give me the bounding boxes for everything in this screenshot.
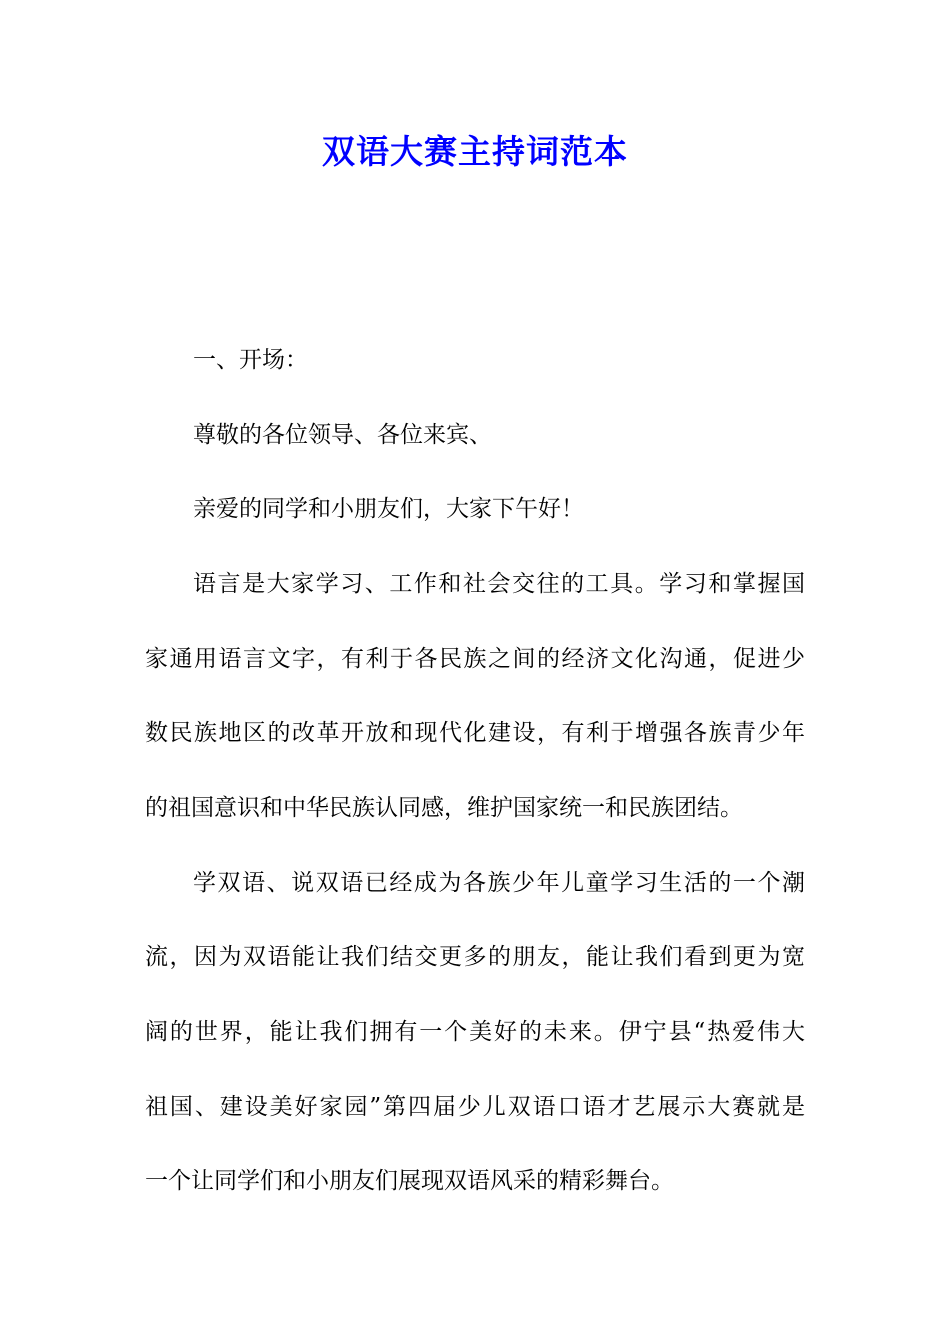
document-title: 双语大赛主持词范本 <box>322 132 628 171</box>
greeting-line-1: 尊敬的各位领导、各位来宾、 <box>193 422 492 448</box>
paragraph-2-line-2: 流，因为双语能让我们结交更多的朋友，能让我们看到更为宽 <box>145 944 805 970</box>
paragraph-1-line-1: 语言是大家学习、工作和社会交往的工具。学习和掌握国 <box>193 571 805 597</box>
paragraph-1-line-4: 的祖国意识和中华民族认同感，维护国家统一和民族团结。 <box>145 795 743 821</box>
paragraph-1-line-3: 数民族地区的改革开放和现代化建设，有利于增强各族青少年 <box>145 720 805 746</box>
paragraph-2-line-3: 阔的世界，能让我们拥有一个美好的未来。伊宁县“热爱伟大 <box>145 1019 805 1045</box>
paragraph-1-line-2: 家通用语言文字，有利于各民族之间的经济文化沟通，促进少 <box>145 646 805 672</box>
section-heading-opening: 一、开场： <box>193 347 308 373</box>
paragraph-2-line-4: 祖国、建设美好家园”第四届少儿双语口语才艺展示大赛就是 <box>145 1094 805 1120</box>
paragraph-2-line-5: 一个让同学们和小朋友们展现双语风采的精彩舞台。 <box>145 1168 674 1194</box>
greeting-line-2: 亲爱的同学和小朋友们，大家下午好！ <box>193 496 584 522</box>
paragraph-2-line-1: 学双语、说双语已经成为各族少年儿童学习生活的一个潮 <box>193 870 805 896</box>
